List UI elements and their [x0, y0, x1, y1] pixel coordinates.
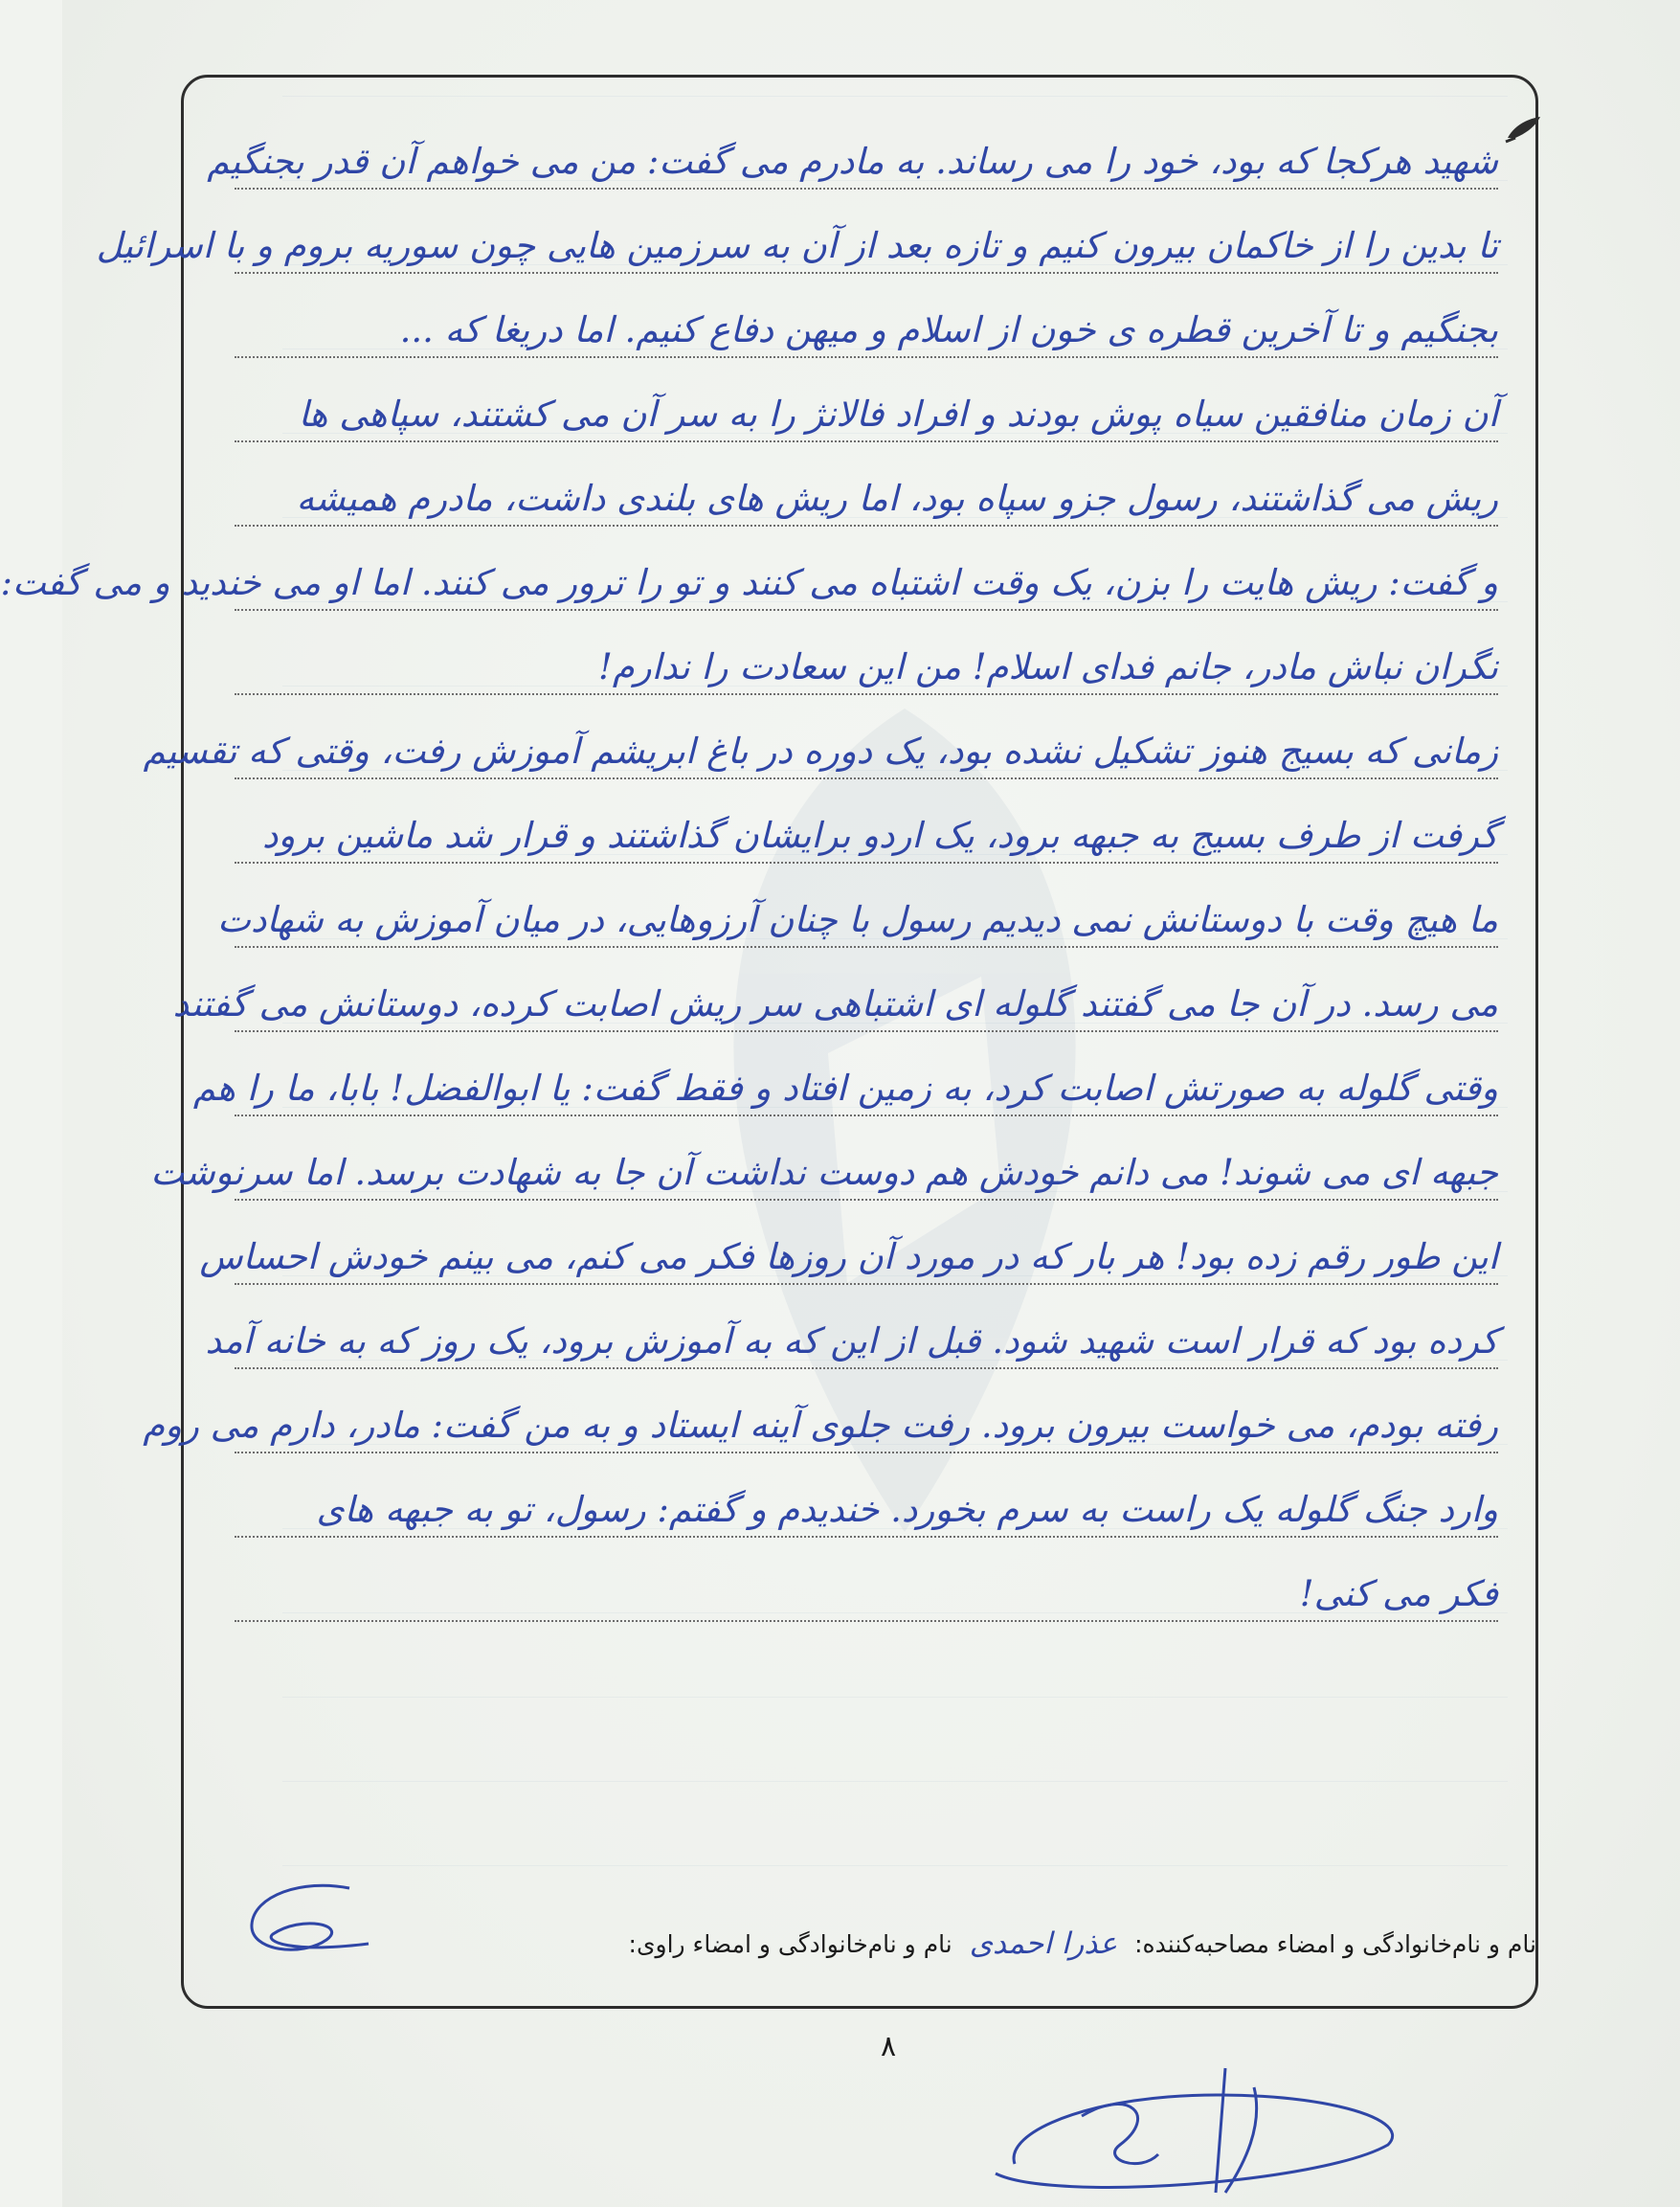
line-text: گرفت از طرف بسیج به جبهه برود، یک اردو برایشان گذاشتند و قرار شد ماشین برود	[262, 815, 1498, 856]
text-line	[207, 105, 1498, 190]
line-text: بجنگیم و تا آخرین قطره ی خون از اسلام و میهن دفاع کنیم. اما دریغا که ...	[399, 309, 1498, 350]
line-text: ما هیچ وقت با دوستانش نمی دیدیم رسول با چنان آرزوهایی، در میان آموزش به شهادت	[217, 899, 1498, 940]
text-line	[235, 442, 1498, 527]
text-line	[150, 1116, 1498, 1201]
handwritten-lines	[0, 105, 1498, 1622]
text-line	[0, 527, 1498, 611]
line-text: این طور رقم زده بود! هر بار که در مورد آن روزها فکر می کنم، می بینم خودش احساس	[199, 1236, 1498, 1277]
text-line	[192, 1032, 1498, 1116]
text-line	[235, 1538, 1498, 1622]
line-text: و گفت: ریش هایت را بزن، یک وقت اشتباه می کنند و تو را ترور می کنند. اما او می خندید و می گفت:	[0, 562, 1498, 603]
line-text: رفته بودم، می خواست بیرون برود. رفت جلوی آینه ایستاد و به من گفت: مادر، دارم می روم	[143, 1405, 1498, 1446]
text-line	[205, 1285, 1498, 1369]
text-line	[235, 274, 1498, 358]
text-line	[143, 1369, 1498, 1453]
interviewer-name: عذرا احمدی	[969, 1926, 1118, 1961]
text-line	[199, 1201, 1498, 1285]
page-number: ۸	[880, 2030, 897, 2063]
text-line	[235, 1453, 1498, 1538]
line-text: ریش می گذاشتند، رسول جزو سپاه بود، اما ریش های بلندی داشت، مادرم همیشه	[296, 478, 1498, 519]
line-text: تا بدین را از خاکمان بیرون کنیم و تازه بعد از آن به سرزمین هایی چون سوریه بروم و با اسرائیل	[96, 225, 1498, 266]
line-text: نگران نباش مادر، جانم فدای اسلام! من این سعادت را ندارم!	[598, 646, 1498, 687]
line-text: می رسد. در آن جا می گفتند گلوله ای اشتباهی سر ریش اصابت کرده، دوستانش می گفتند	[172, 983, 1498, 1025]
pen-icon	[1504, 113, 1546, 144]
interviewee-label: نام و نام‌خانوادگی و امضاء راوی:	[628, 1929, 952, 1958]
text-line	[96, 190, 1498, 274]
line-text: فکر می کنی!	[1299, 1573, 1498, 1614]
line-text: وارد جنگ گلوله یک راست به سرم بخورد. خندیدم و گفتم: رسول، تو به جبهه های	[316, 1489, 1498, 1530]
interviewer-label: نام و نام‌خانوادگی و امضاء مصاحبه‌کننده:	[1134, 1929, 1536, 1958]
text-line	[217, 864, 1498, 948]
text-line	[235, 358, 1498, 442]
text-line	[143, 695, 1498, 779]
line-text: کرده بود که قرار است شهید شود. قبل از این که به آموزش برود، یک روز که به خانه آمد	[205, 1320, 1498, 1362]
line-text: وقتی گلوله به صورتش اصابت کرد، به زمین افتاد و فقط گفت: یا ابوالفضل! بابا، ما را هم	[192, 1068, 1498, 1109]
text-line	[172, 948, 1498, 1032]
signature-row	[292, 1926, 1536, 1984]
bottom-signature	[938, 2049, 1417, 2207]
line-text: آن زمان منافقین سیاه پوش بودند و افراد فالانژ را به سر آن می کشتند، سپاهی ها	[298, 394, 1498, 435]
text-line	[235, 779, 1498, 864]
line-text: زمانی که بسیج هنوز تشکیل نشده بود، یک دوره در باغ ابریشم آموزش رفت، وقتی که تقسیم	[143, 731, 1498, 772]
line-text: جبهه ای می شوند! می دانم خودش هم دوست نداشت آن جا به شهادت برسد. اما سرنوشت	[150, 1152, 1498, 1193]
text-line	[235, 611, 1498, 695]
line-text: شهید هرکجا که بود، خود را می رساند. به مادرم می گفت: من می خواهم آن قدر بجنگیم	[207, 141, 1498, 182]
